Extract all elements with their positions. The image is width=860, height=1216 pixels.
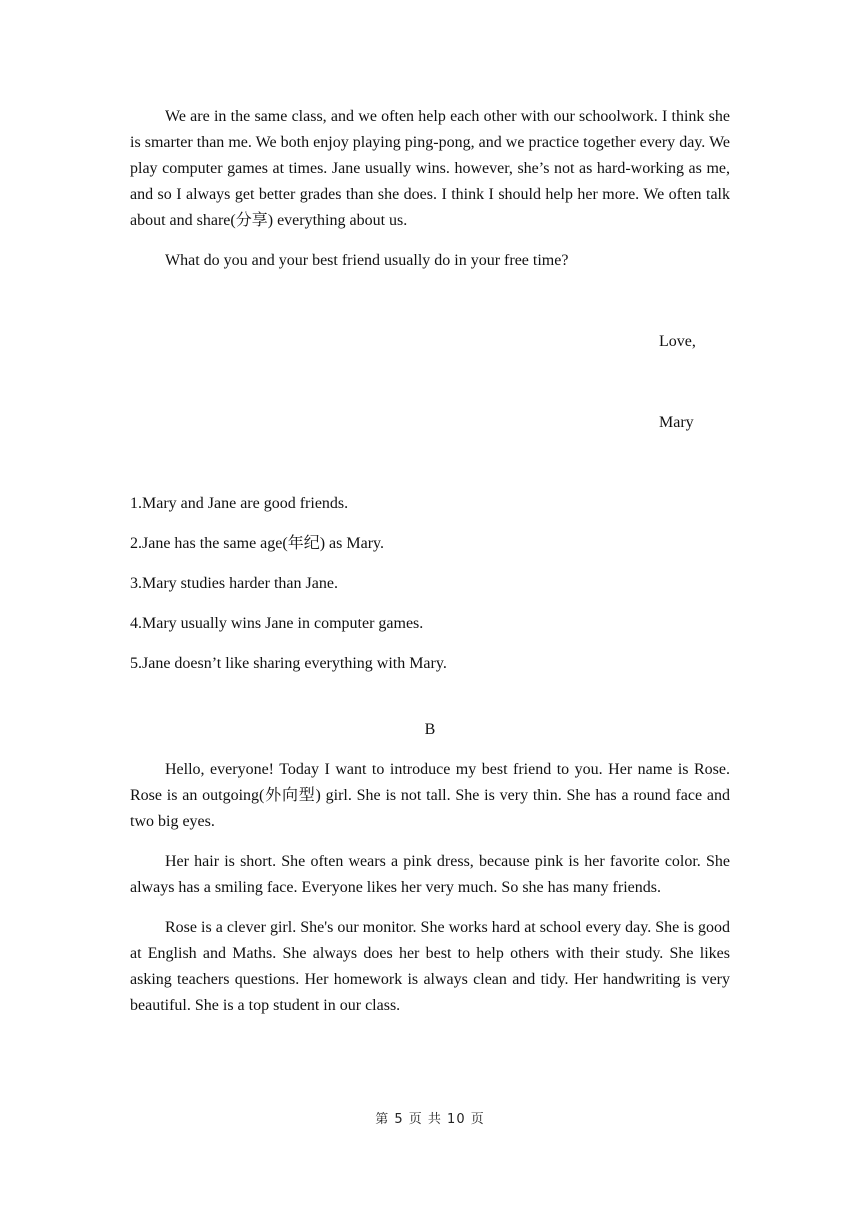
passage-a-question: What do you and your best friend usually do in your free time? [165,252,569,269]
statement-list [130,491,730,677]
letter-signature: Mary [659,414,694,431]
document-page [130,104,730,1019]
page-footer: 第 5 页 共 10 页 [375,1112,485,1127]
statement-item: 3.Mary studies harder than Jane. [130,575,338,592]
statement-item: 1.Mary and Jane are good friends. [130,495,349,512]
statement-item: 4.Mary usually wins Jane in computer games. [130,615,424,632]
statement-item: 2.Jane has the same age(年纪) as Mary. [130,535,384,552]
passage-a-paragraph: We are in the same class, and we often help each other with our schoolwork. I think she is smarter than me. We both enjoy playing ping-pong, and we practice together every day. We play computer games at times. Jane usually wins. however, she’s not as hard-working as me, and so I always get better grades than she does. I think I should help her more. We often talk about and share(分享) everything about us. [130,108,730,229]
passage-b-paragraph: Hello, everyone! Today I want to introduce my best friend to you. Her name is Rose. Rose is an outgoing(外向型) girl. She is not tall. She is very thin. She has a round face and two big eyes. [130,761,730,830]
section-title: B [424,721,436,738]
letter-closing: Love, [659,333,696,350]
passage-b-paragraph: Rose is a clever girl. She's our monitor. She works hard at school every day. She is good at English and Maths. She always does her best to help others with their study. She likes asking teachers questions. Her homework is always clean and tidy. Her handwriting is very beautiful. She is a top student in our class. [130,919,730,1014]
statement-item: 5.Jane doesn’t like sharing everything with Mary. [130,655,447,672]
passage-b-paragraph: Her hair is short. She often wears a pink dress, because pink is her favorite color. She always has a smiling face. Everyone likes her very much. So she has many friends. [130,853,730,896]
